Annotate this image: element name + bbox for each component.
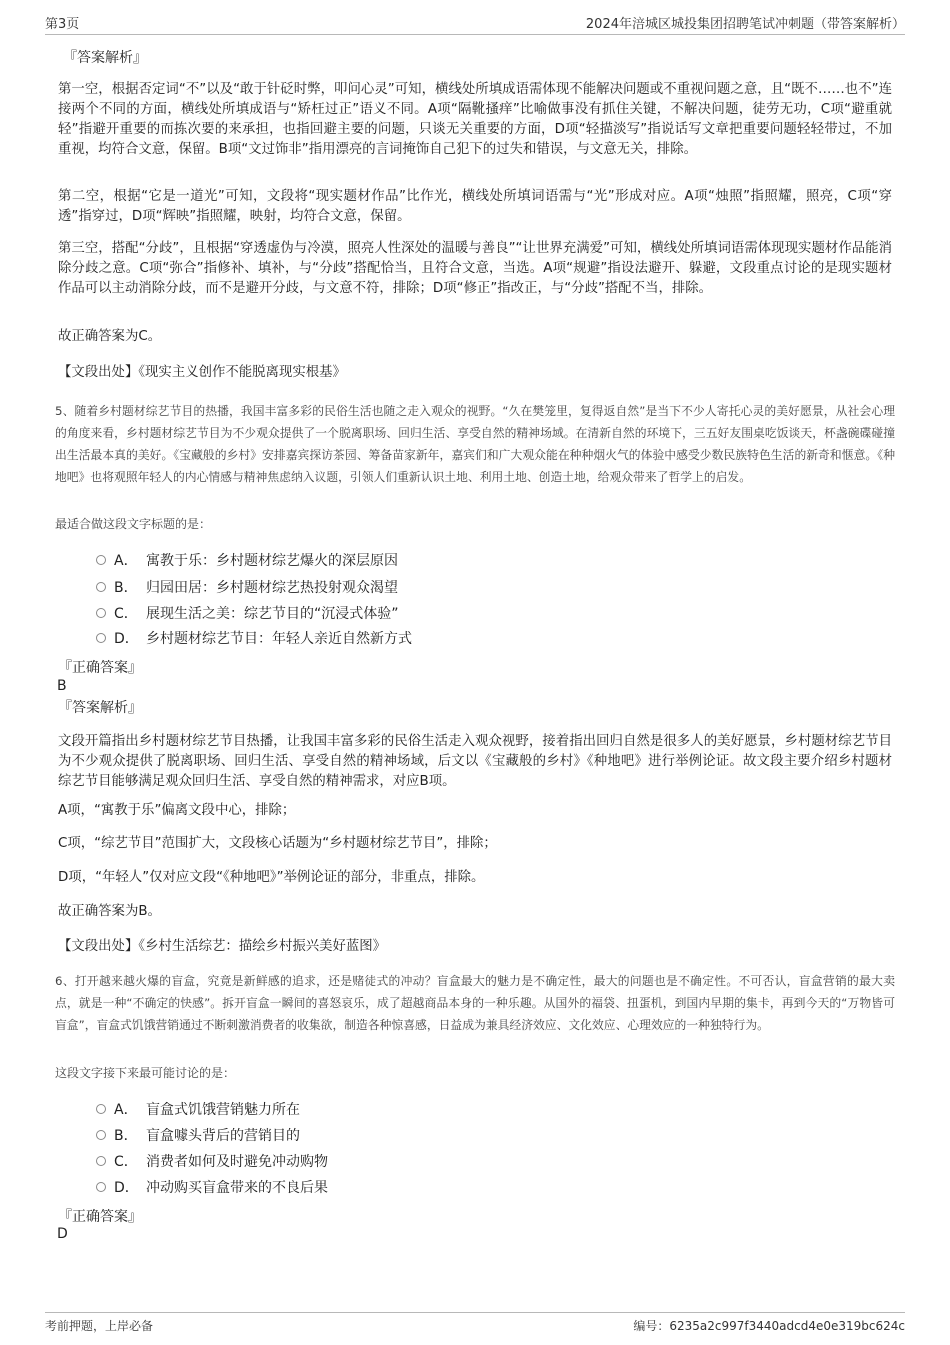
q5-analysis-para-2: A项，“寓教于乐”偏离文段中心，排除； (58, 803, 296, 818)
q6-option-c[interactable]: C． 消费者如何及时避免冲动购物 (96, 1151, 328, 1173)
radio-icon[interactable] (96, 1156, 106, 1166)
document-id: 编号：6235a2c997f3440adcd4e0e319bc624c (633, 1319, 905, 1333)
q4-analysis-para-1: 第一空，根据否定词“不”以及“敢于针砭时弊，叩问心灵”可知，横线处所填成语需体现不能解决问题或不重视问题之意，且“既不……也不”连接两个不同的方面，横线处所填成语与“矫枉过正”语义不同。A项“隔靴搔痒”比喻做事没有抓住关键，不解决问题，徒劳无功，C项“避重就轻”指避开重要的而拣次要的来承担，也指回避主要的问题，只谈无关重要的方面，D项“轻描淡写”指说话写文章把重要问题轻轻带过，不加重视，均符合文意，保留。B项“文过饰非”指用漂亮的言词掩饰自己犯下的过失和错误，与文意无关，排除。 (58, 82, 892, 157)
footer-slogan: 考前押题，上岸必备 (45, 1319, 154, 1333)
radio-icon[interactable] (96, 1182, 106, 1192)
q5-answer-label: 『正确答案』 (58, 660, 142, 676)
q5-analysis-label: 『答案解析』 (58, 700, 142, 716)
q5-option-b[interactable]: B． 归园田居：乡村题材综艺热投射观众渴望 (96, 577, 398, 599)
radio-icon[interactable] (96, 633, 106, 643)
q6-option-b[interactable]: B． 盲盒噱头背后的营销目的 (96, 1125, 300, 1147)
q5-analysis-para-3: C项，“综艺节目”范围扩大，文段核心话题为“乡村题材综艺节目”，排除； (58, 836, 497, 851)
q5-question-text: 5、随着乡村题材综艺节目的热播，我国丰富多彩的民俗生活也随之走入观众的视野。“久在樊笼里，复得返自然”是当下不少人寄托心灵的美好愿景，从社会心理的角度来看，乡村题材综艺节目为不少观众提供了一个脱离职场、回归生活、享受自然的精神场域。在清新自然的环境下，三五好友围桌吃饭谈天，杯盏碗碟碰撞出生活最本真的美好。《宝藏般的乡村》安排嘉宾探访茶园、筹备苗家新年，嘉宾们和广大观众能在种种烟火气的体验中感受少数民族特色生活的新奇和惬意。《种地吧》也将观照年轻人的内心情感与精神焦虑纳入议题，引领人们重新认识土地、利用土地、创造土地，给观众带来了哲学上的启发。 (55, 404, 895, 484)
q6-option-a[interactable]: A． 盲盒式饥饿营销魅力所在 (96, 1099, 300, 1121)
q6-option-d[interactable]: D． 冲动购买盲盒带来的不良后果 (96, 1177, 328, 1199)
q5-option-d[interactable]: D． 乡村题材综艺节目：年轻人亲近自然新方式 (96, 628, 412, 650)
q5-conclusion: 故正确答案为B。 (58, 904, 161, 919)
radio-icon[interactable] (96, 555, 106, 565)
q5-prompt: 最适合做这段文字标题的是： (55, 517, 212, 531)
q5-analysis-para-4: D项，“年轻人”仅对应文段“《种地吧》”举例论证的部分，非重点，排除。 (58, 870, 485, 885)
radio-icon[interactable] (96, 608, 106, 618)
q4-source: 【文段出处】《现实主义创作不能脱离现实根基》 (58, 365, 346, 380)
q4-conclusion: 故正确答案为C。 (58, 329, 162, 344)
q5-answer: B (57, 678, 67, 694)
page-header (45, 12, 905, 35)
q5-analysis-para-1: 文段开篇指出乡村题材综艺节目热播，让我国丰富多彩的民俗生活走入观众视野，接着指出回归自然是很多人的美好愿景，乡村题材综艺节目为不少观众提供了脱离职场、回归生活、享受自然的精神场域，后文以《宝藏般的乡村》《种地吧》进行举例论证。故文段主要介绍乡村题材综艺节目能够满足观众回归生活、享受自然的精神需求，对应B项。 (58, 734, 892, 789)
q6-prompt: 这段文字接下来最可能讨论的是： (55, 1066, 236, 1080)
q6-question-text: 6、打开越来越火爆的盲盒，究竟是新鲜感的追求，还是赌徒式的冲动？盲盒最大的魅力是不确定性，最大的问题也是不确定性。不可否认，盲盒营销的最大卖点，就是一种“不确定的快感”。拆开盲盒一瞬间的喜怒哀乐，成了超越商品本身的一种乐趣。从国外的福袋、扭蛋机，到国内早期的集卡，再到今天的“万物皆可盲盒”，盲盒式饥饿营销通过不断刺激消费者的收集欲，制造各种惊喜感，日益成为兼具经济效应、文化效应、心理效应的一种独特行为。 (55, 974, 895, 1032)
q6-answer-label: 『正确答案』 (58, 1209, 142, 1225)
q5-option-a[interactable]: A． 寓教于乐：乡村题材综艺爆火的深层原因 (96, 550, 398, 572)
q4-analysis-para-3: 第三空，搭配“分歧”，且根据“穿透虚伪与冷漠，照亮人性深处的温暖与善良”“让世界充满爱”可知，横线处所填词语需体现现实题材作品能消除分歧之意。C项“弥合”指修补、填补，与“分歧”搭配恰当，且符合文意，当选。A项“规避”指设法避开、躲避，文段重点讨论的是现实题材作品可以主动消除分歧，而不是避开分歧，与文意不符，排除；D项“修正”指改正，与“分歧”搭配不当，排除。 (58, 241, 892, 296)
document-title: 2024年涪城区城投集团招聘笔试冲刺题（带答案解析） (585, 17, 905, 32)
radio-icon[interactable] (96, 582, 106, 592)
radio-icon[interactable] (96, 1130, 106, 1140)
page-number: 第3页 (45, 17, 80, 32)
q5-source: 【文段出处】《乡村生活综艺：描绘乡村振兴美好蓝图》 (58, 939, 387, 954)
q6-answer: D (57, 1226, 68, 1242)
q5-option-c[interactable]: C． 展现生活之美：综艺节目的“沉浸式体验” (96, 603, 399, 625)
q4-analysis-para-2: 第二空，根据“它是一道光”可知，文段将“现实题材作品”比作光，横线处所填词语需与“光”形成对应。A项“烛照”指照耀，照亮，C项“穿透”指穿过，D项“辉映”指照耀，映射，均符合文意，保留。 (58, 189, 892, 224)
q4-analysis-label: 『答案解析』 (63, 50, 147, 66)
page-footer (45, 1312, 905, 1337)
radio-icon[interactable] (96, 1104, 106, 1114)
